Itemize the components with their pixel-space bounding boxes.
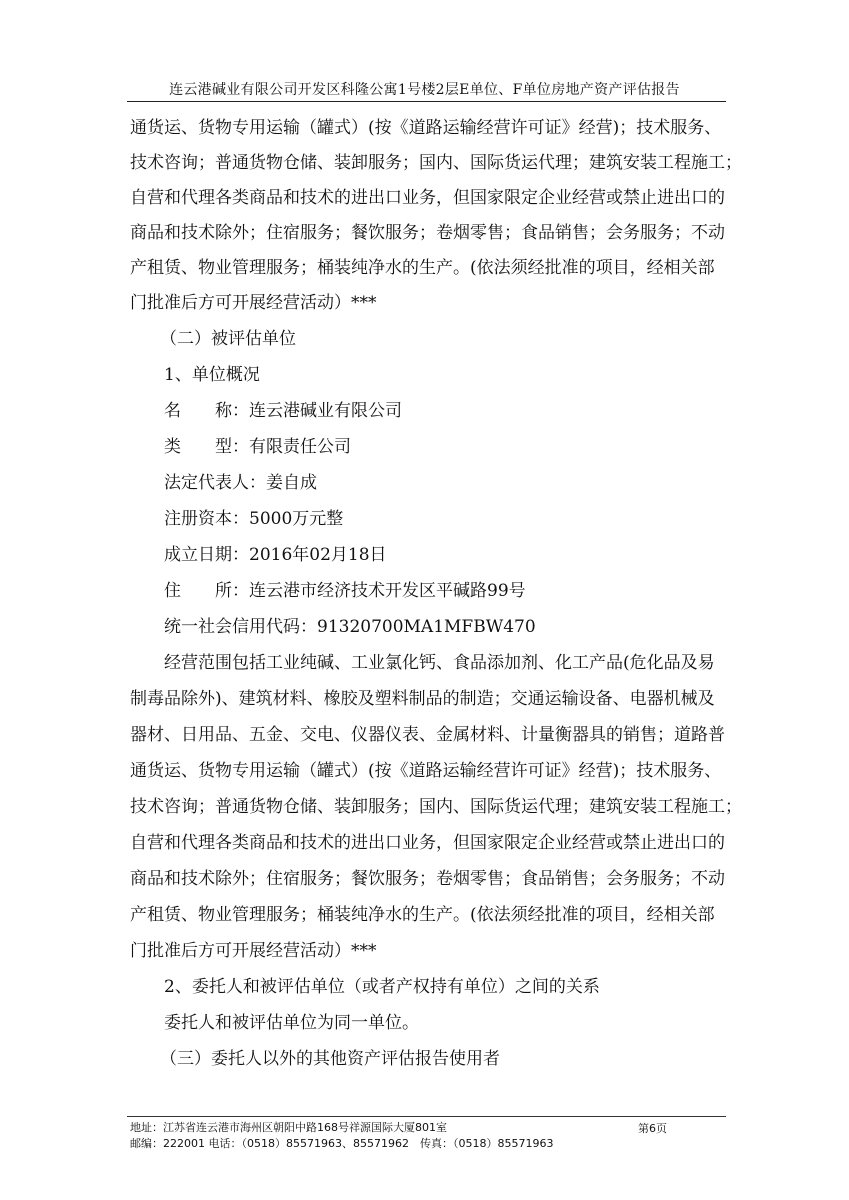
paragraph-line: 门批准后方可开展经营活动）***	[130, 941, 377, 961]
paragraph-line: 门批准后方可开展经营活动）***	[130, 293, 377, 313]
paragraph-line: 技术咨询；普通货物仓储、装卸服务；国内、国际货运代理；建筑安装工程施工；	[130, 797, 742, 817]
paragraph-line: 制毒品除外)、建筑材料、橡胶及塑料制品的制造；交通运输设备、电器机械及	[130, 689, 715, 709]
paragraph-line: 自营和代理各类商品和技术的进出口业务，但国家限定企业经营或禁止进出口的	[130, 188, 725, 208]
info-type: 类 型：有限责任公司	[164, 437, 351, 457]
paragraph-line: 产租赁、物业管理服务；桶装纯净水的生产。(依法须经批准的项目，经相关部	[130, 258, 715, 278]
header-divider	[127, 101, 726, 102]
info-credit-code: 统一社会信用代码：91320700MA1MFBW470	[164, 617, 536, 637]
footer-address: 地址：江苏省连云港市海州区朝阳中路168号祥源国际大厦801室	[130, 1121, 447, 1134]
paragraph-line: 商品和技术除外；住宿服务；餐饮服务；卷烟零售；食品销售；会务服务；不动	[130, 869, 725, 889]
section-heading: （三）委托人以外的其他资产评估报告使用者	[160, 1049, 500, 1069]
section-heading: （二）被评估单位	[160, 329, 296, 349]
paragraph-line: 产租赁、物业管理服务；桶装纯净水的生产。(依法须经批准的项目，经相关部	[130, 905, 715, 925]
page-number: 第6页	[638, 1122, 667, 1135]
paragraph-line: 自营和代理各类商品和技术的进出口业务，但国家限定企业经营或禁止进出口的	[130, 833, 725, 853]
info-legal-rep: 法定代表人：姜自成	[164, 473, 317, 493]
info-capital: 注册资本：5000万元整	[164, 509, 344, 529]
subsection-heading: 1、单位概况	[164, 365, 260, 385]
paragraph-line: 商品和技术除外；住宿服务；餐饮服务；卷烟零售；食品销售；会务服务；不动	[130, 223, 725, 243]
subsection-heading: 2、委托人和被评估单位（或者产权持有单位）之间的关系	[164, 977, 600, 997]
paragraph-line: 技术咨询；普通货物仓储、装卸服务；国内、国际货运代理；建筑安装工程施工；	[130, 153, 742, 173]
paragraph-line: 通货运、货物专用运输（罐式）(按《道路运输经营许可证》经营)；技术服务、	[130, 761, 722, 781]
footer-contact: 邮编：222001 电话：（0518）85571963、85571962 传真：（0518）85571963	[130, 1137, 554, 1150]
paragraph-line: 器材、日用品、五金、交电、仪器仪表、金属材料、计量衡器具的销售；道路普	[130, 725, 725, 745]
header-title: 连云港碱业有限公司开发区科隆公寓1号楼2层E单位、F单位房地产资产评估报告	[169, 82, 680, 98]
footer-divider	[127, 1116, 726, 1117]
info-date: 成立日期：2016年02月18日	[164, 545, 387, 565]
paragraph-line: 经营范围包括工业纯碱、工业氯化钙、食品添加剂、化工产品(危化品及易	[164, 653, 715, 673]
info-address: 住 所：连云港市经济技术开发区平碱路99号	[164, 581, 526, 601]
info-name: 名 称：连云港碱业有限公司	[164, 401, 402, 421]
relation-text: 委托人和被评估单位为同一单位。	[164, 1013, 419, 1033]
paragraph-line: 通货运、货物专用运输（罐式）(按《道路运输经营许可证》经营)；技术服务、	[130, 118, 722, 138]
